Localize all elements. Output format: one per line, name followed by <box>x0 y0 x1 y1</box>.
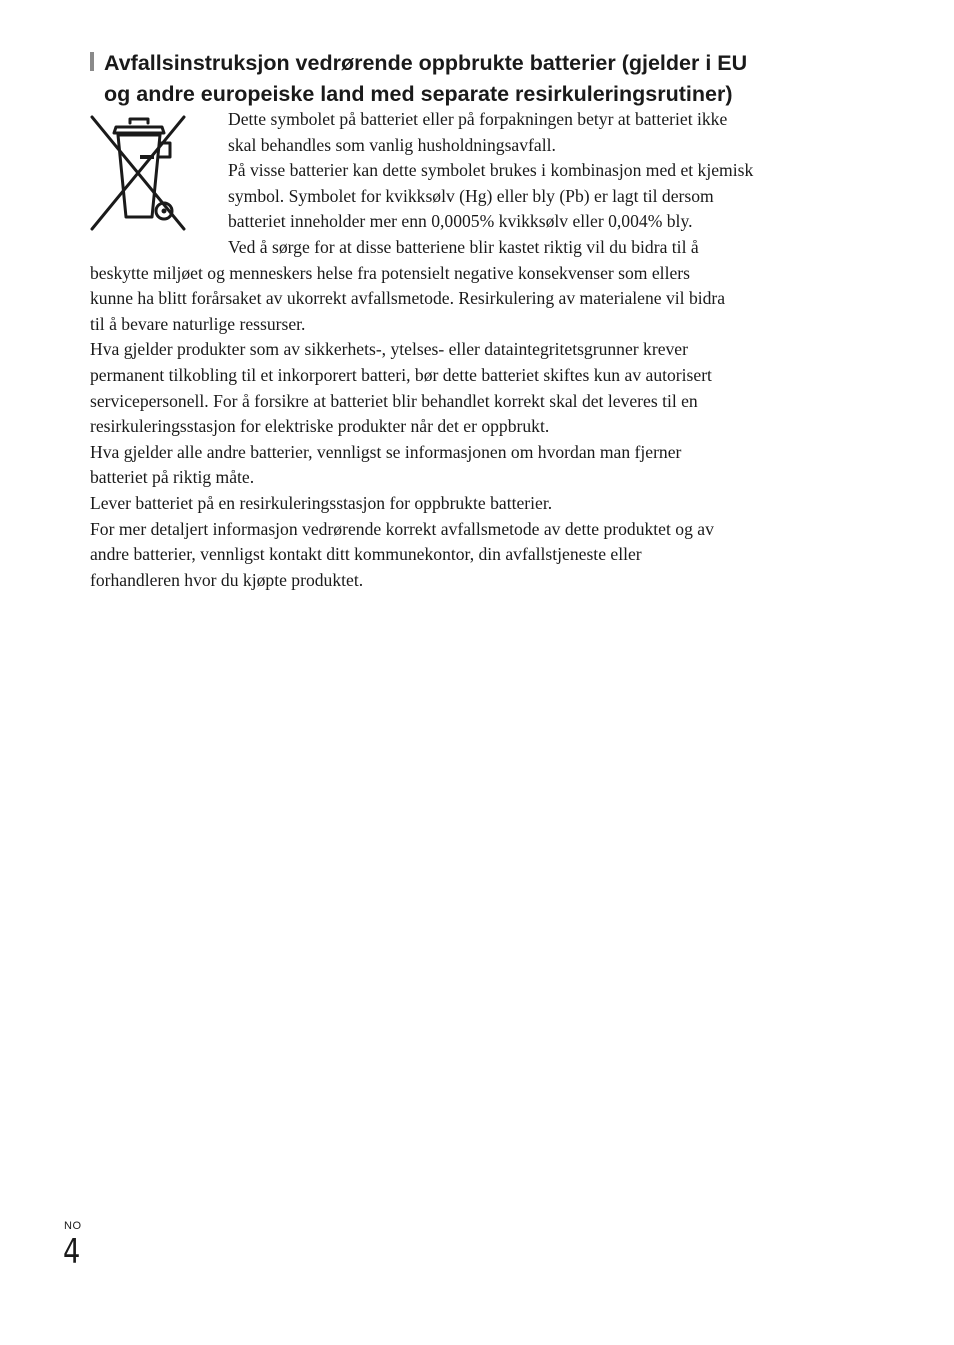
p6-line-1: Lever batteriet på en resirkuleringsstasjon for oppbrukte batterier. <box>90 492 553 513</box>
body-text <box>90 107 850 593</box>
paragraph-built-in-battery <box>90 337 850 439</box>
p1-line-1: Dette symbolet på batteriet eller på forpakningen betyr at batteriet ikke <box>228 109 728 129</box>
p3-line-2: beskytte miljøet og menneskers helse fra potensielt negative konsekvenser som ellers <box>90 262 690 283</box>
p4-line-3: servicepersonell. For å forsikre at batteriet blir behandlet korrekt skal det leveres til en <box>90 390 698 411</box>
paragraph-environment <box>90 235 850 337</box>
p5-line-2: batteriet på riktig måte. <box>90 467 255 488</box>
p7-line-1: For mer detaljert informasjon vedrørende korrekt avfallsmetode av dette produktet og av <box>90 518 714 539</box>
heading-line-1: Avfallsinstruksjon vedrørende oppbrukte batterier (gjelder i EU <box>104 51 748 75</box>
p4-line-2: permanent tilkobling til et inkorporert batteri, bør dette batteriet skiftes kun av autorisert <box>90 364 712 385</box>
paragraph-other-batteries <box>90 440 850 491</box>
page-number: 4 <box>63 1232 81 1272</box>
section-heading <box>88 48 848 110</box>
p2-line-1: På visse batterier kan dette symbolet brukes i kombinasjon med et kjemisk <box>228 160 754 181</box>
p1-line-2: skal behandles som vanlig husholdningsavfall. <box>228 134 556 155</box>
p7-line-3: forhandleren hvor du kjøpte produktet. <box>90 569 364 590</box>
p7-line-2: andre batterier, vennligst kontakt ditt kommunekontor, din avfallstjeneste eller <box>90 544 642 565</box>
paragraph-more-information <box>90 517 850 594</box>
p4-line-4: resirkuleringsstasjon for elektriske produkter når det er oppbrukt. <box>90 416 550 437</box>
p5-line-1: Hva gjelder alle andre batterier, vennligst se informasjonen om hvordan man fjerner <box>90 441 682 462</box>
p4-line-1: Hva gjelder produkter som av sikkerhets-, ytelses- eller dataintegritetsgrunner krever <box>90 339 688 360</box>
page-language-code: NO <box>64 1220 82 1232</box>
heading-marker <box>90 52 94 71</box>
paragraph-symbol-meaning <box>90 107 850 158</box>
p3-line-4: til å bevare naturlige ressurser. <box>90 313 306 334</box>
p3-line-1: Ved å sørge for at disse batteriene blir kastet riktig vil du bidra til å <box>228 236 699 257</box>
paragraph-chemical-symbol <box>90 158 850 235</box>
heading-line-2: og andre europeiske land med separate resirkuleringsrutiner) <box>104 82 733 106</box>
p3-line-3: kunne ha blitt forårsaket av ukorrekt avfallsmetode. Resirkulering av materialene vil bidra <box>90 288 726 309</box>
p2-line-3: batteriet inneholder mer enn 0,0005% kvikksølv eller 0,004% bly. <box>228 211 693 232</box>
paragraph-recycling-station <box>90 491 850 517</box>
p2-line-2: symbol. Symbolet for kvikksølv (Hg) eller bly (Pb) er lagt til dersom <box>228 185 714 206</box>
